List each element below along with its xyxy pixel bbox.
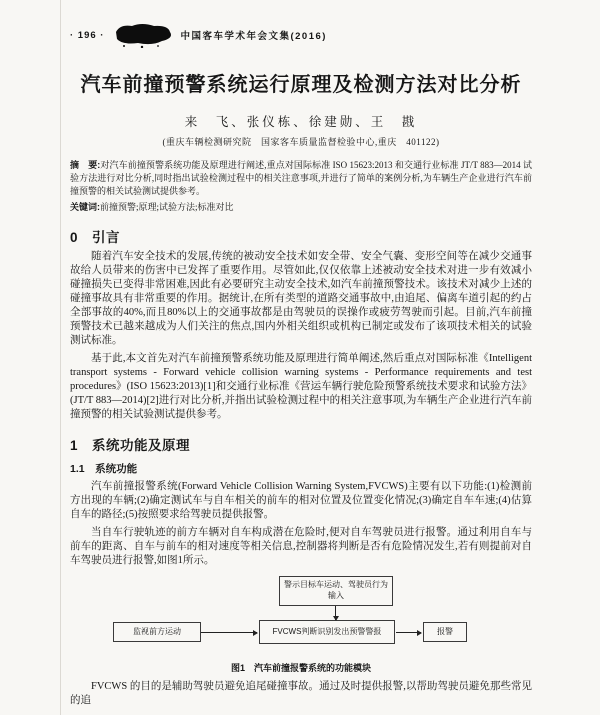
system-paragraph-1: 汽车前撞报警系统(Forward Vehicle Collision Warning System,FVCWS)主要有以下功能:(1)检测前方出现的车辆;(2)确定测试车与自车相关的前车的相对位置及位置变化情况;(3)确定自车车速;(4)估算自车的路径;(5)按照要求给驾驶员提供报警。 bbox=[70, 481, 532, 520]
system-paragraph-2: 当自车行驶轨迹的前方车辆对自车构成潜在危险时,便对自车驾驶员进行报警。通过利用自车与前车的距离、自车与前车的相对速度等相关信息,控制器将判断是否有危险情况发生,若有则提前对自车驾驶员进行报警,如图1所示。 bbox=[70, 527, 532, 566]
arrow-right-icon bbox=[396, 632, 421, 633]
intro-paragraph-2: 基于此,本文首先对汽车前撞预警系统功能及原理进行简单阐述,然后重点对国际标准《Intelligent transport systems - Forward vehicle collision warning systems - Performance requirements and test procedures》(ISO 15623:2013)[1]和交通行业标准《营运车辆行驶危险预警系统技术要求和试验方法》(JT/T 883—2014)[2]进行对比分析,并指出试验检测过程中的相关注意事项,为车辆生产企业进行汽车前撞预警的相关试验测试提供参考。 bbox=[70, 353, 532, 420]
closing-paragraph: FVCWS 的目的是辅助驾驶员避免追尾碰撞事故。通过及时提供报警,以帮助驾驶员避免那些常见的追 bbox=[70, 681, 532, 706]
figure-box-target-input: 警示目标车运动、驾驶员行为输入 bbox=[279, 576, 393, 606]
subsection-heading-function: 1.1 系统功能 bbox=[70, 463, 138, 475]
journal-title: 中国客车学术年会文集(2016) bbox=[180, 31, 327, 42]
page-content bbox=[70, 24, 532, 708]
arrow-down-icon bbox=[335, 606, 336, 620]
figure-1-caption: 图1 汽车前撞报警系统的功能模块 bbox=[230, 663, 371, 673]
abstract-text: 对汽车前撞预警系统功能及原理进行阐述,重点对国际标准 ISO 15623:2013 和交通行业标准 JT/T 883—2014 试验方法进行对比分析,同时指出试验检测过程中的相关注意事项,并进行了简单的案例分析,为车辆生产企业进行汽车前撞预警的相关试验测试提供参考。 bbox=[70, 160, 533, 196]
abstract-block bbox=[70, 159, 532, 198]
keywords-block bbox=[70, 201, 532, 214]
keywords-text: 前撞预警;原理;试验方法;标准对比 bbox=[100, 202, 234, 212]
section-heading-system: 1 系统功能及原理 bbox=[70, 438, 191, 453]
section-heading-intro: 0 引言 bbox=[70, 230, 121, 245]
page-number: · 196 · bbox=[70, 29, 105, 41]
scan-edge-line bbox=[60, 0, 61, 715]
arrow-right-icon bbox=[201, 632, 257, 633]
abstract-label: 摘 要: bbox=[70, 160, 101, 170]
figure-box-monitor: 监视前方运动 bbox=[113, 622, 201, 642]
keywords-label: 关键词: bbox=[70, 202, 100, 212]
figure-box-alarm: 报警 bbox=[423, 622, 467, 642]
author-list: 来 飞、张仪栋、徐建勋、王 戡 bbox=[184, 115, 418, 129]
intro-paragraph-1: 随着汽车安全技术的发展,传统的被动安全技术如安全带、安全气囊、变形空间等在减少交通事故给人员带来的伤害中已发挥了重要作用。尽管如此,仅仅依靠上述被动安全技术对进一步有效减小碰撞损失已变得非常困难,因此有必要研究主动安全技术,如汽车前撞预警技术。该技术对减少上述的碰撞事故具有非常重要的作用。据统计,在所有类型的道路交通事故中,由追尾、偏离车道引起的约占全部事故的40%,而且80%以上的交通事故都是由驾驶员的误操作或疲劳驾驶而引起。目前,汽车前撞预警技术已越来越成为人们关注的焦点,国内外相关组织或机构已制定或发布了该项技术相关的试验测试标准。 bbox=[70, 251, 532, 346]
affiliation: (重庆车辆检测研究院 国家客车质量监督检验中心,重庆 401122) bbox=[162, 137, 440, 147]
page-header bbox=[70, 24, 532, 46]
figure-1-diagram bbox=[71, 576, 531, 656]
article-title: 汽车前撞预警系统运行原理及检测方法对比分析 bbox=[80, 74, 522, 96]
ink-stamp bbox=[112, 22, 174, 48]
figure-box-fvcws: FVCWS判断识别发出预警警报 bbox=[259, 620, 395, 644]
